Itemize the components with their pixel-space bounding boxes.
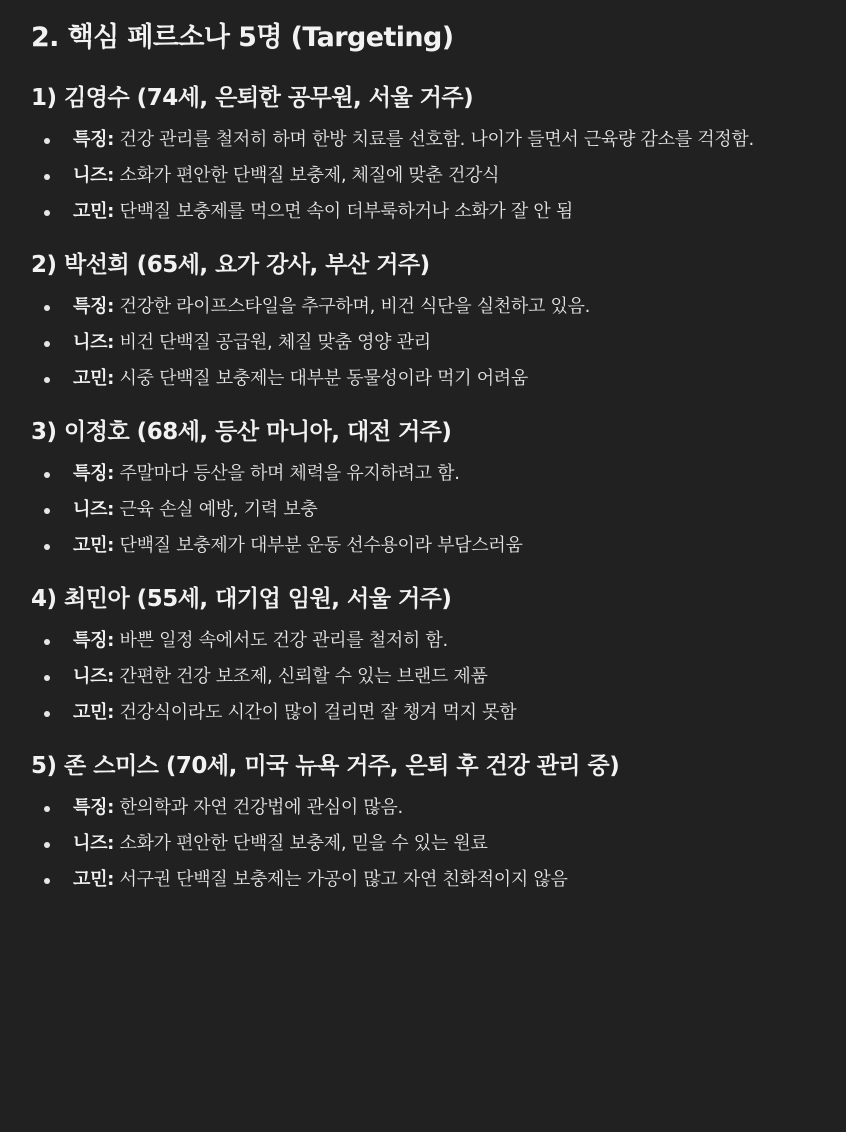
attribute-item [31,868,826,892]
persona-attribute-list [31,629,826,725]
attribute-text: 간편한 건강 보조제, 신뢰할 수 있는 브랜드 제품 [114,666,488,687]
persona-attribute-list [31,796,826,892]
attribute-item [31,367,826,391]
bullet-icon [44,544,50,550]
attribute-label: 고민: [73,368,115,389]
bullet-icon [44,174,50,180]
persona-section [31,580,826,725]
section-title: 2. 핵심 페르소나 5명 (Targeting) [31,22,454,53]
bullet-icon [44,305,50,311]
persona-attribute-list [31,462,826,558]
persona-section [31,413,826,558]
attribute-label: 니즈: [73,833,115,854]
attribute-text: 소화가 편안한 단백질 보충제, 체질에 맞춘 건강식 [114,165,500,186]
attribute-text: 주말마다 등산을 하며 체력을 유지하려고 함. [114,463,460,484]
attribute-label: 고민: [73,702,115,723]
attribute-item [31,331,826,355]
attribute-text: 건강식이라도 시간이 많이 걸리면 잘 챙겨 먹지 못함 [114,702,517,723]
persona-title: 5) 존 스미스 (70세, 미국 뉴욕 거주, 은퇴 후 건강 관리 중) [31,753,620,779]
persona-attribute-list [31,128,826,224]
attribute-label: 니즈: [73,666,115,687]
persona-title: 3) 이정호 (68세, 등산 마니아, 대전 거주) [31,419,452,445]
persona-title: 4) 최민아 (55세, 대기업 임원, 서울 거주) [31,586,452,612]
attribute-text: 시중 단백질 보충제는 대부분 동물성이라 먹기 어려움 [114,368,528,389]
attribute-item [31,832,826,856]
attribute-text: 단백질 보충제가 대부분 운동 선수용이라 부담스러움 [114,535,523,556]
bullet-icon [44,639,50,645]
attribute-text: 단백질 보충제를 먹으면 속이 더부룩하거나 소화가 잘 안 됨 [114,201,573,222]
attribute-label: 니즈: [73,165,115,186]
attribute-item [31,534,826,558]
attribute-item [31,164,826,188]
persona-section [31,79,826,224]
persona-attribute-list [31,295,826,391]
bullet-icon [44,806,50,812]
attribute-label: 특징: [73,129,115,150]
attribute-label: 특징: [73,630,115,651]
bullet-icon [44,878,50,884]
attribute-item [31,295,826,319]
attribute-item [31,498,826,522]
bullet-icon [44,377,50,383]
bullet-icon [44,711,50,717]
attribute-item [31,665,826,689]
attribute-item [31,796,826,820]
attribute-label: 니즈: [73,332,115,353]
attribute-text: 근육 손실 예방, 기력 보충 [114,499,318,520]
bullet-icon [44,842,50,848]
persona-section [31,747,826,892]
attribute-label: 특징: [73,463,115,484]
attribute-item [31,701,826,725]
bullet-icon [44,210,50,216]
attribute-item [31,128,826,152]
bullet-icon [44,138,50,144]
attribute-label: 특징: [73,797,115,818]
persona-section [31,246,826,391]
attribute-text: 서구권 단백질 보충제는 가공이 많고 자연 친화적이지 않음 [114,869,568,890]
attribute-item [31,200,826,224]
bullet-icon [44,472,50,478]
attribute-item [31,629,826,653]
attribute-text: 건강한 라이프스타일을 추구하며, 비건 식단을 실천하고 있음. [114,296,591,317]
bullet-icon [44,341,50,347]
bullet-icon [44,675,50,681]
attribute-label: 고민: [73,535,115,556]
persona-title: 1) 김영수 (74세, 은퇴한 공무원, 서울 거주) [31,85,474,111]
attribute-item [31,462,826,486]
bullet-icon [44,508,50,514]
attribute-text: 비건 단백질 공급원, 체질 맞춤 영양 관리 [114,332,431,353]
attribute-label: 고민: [73,201,115,222]
attribute-label: 니즈: [73,499,115,520]
attribute-text: 건강 관리를 철저히 하며 한방 치료를 선호함. 나이가 들면서 근육량 감소를 걱정함. [114,129,754,150]
attribute-text: 소화가 편안한 단백질 보충제, 믿을 수 있는 원료 [114,833,488,854]
persona-title: 2) 박선희 (65세, 요가 강사, 부산 거주) [31,252,430,278]
attribute-label: 고민: [73,869,115,890]
attribute-text: 한의학과 자연 건강법에 관심이 많음. [114,797,403,818]
attribute-text: 바쁜 일정 속에서도 건강 관리를 철저히 함. [114,630,448,651]
attribute-label: 특징: [73,296,115,317]
